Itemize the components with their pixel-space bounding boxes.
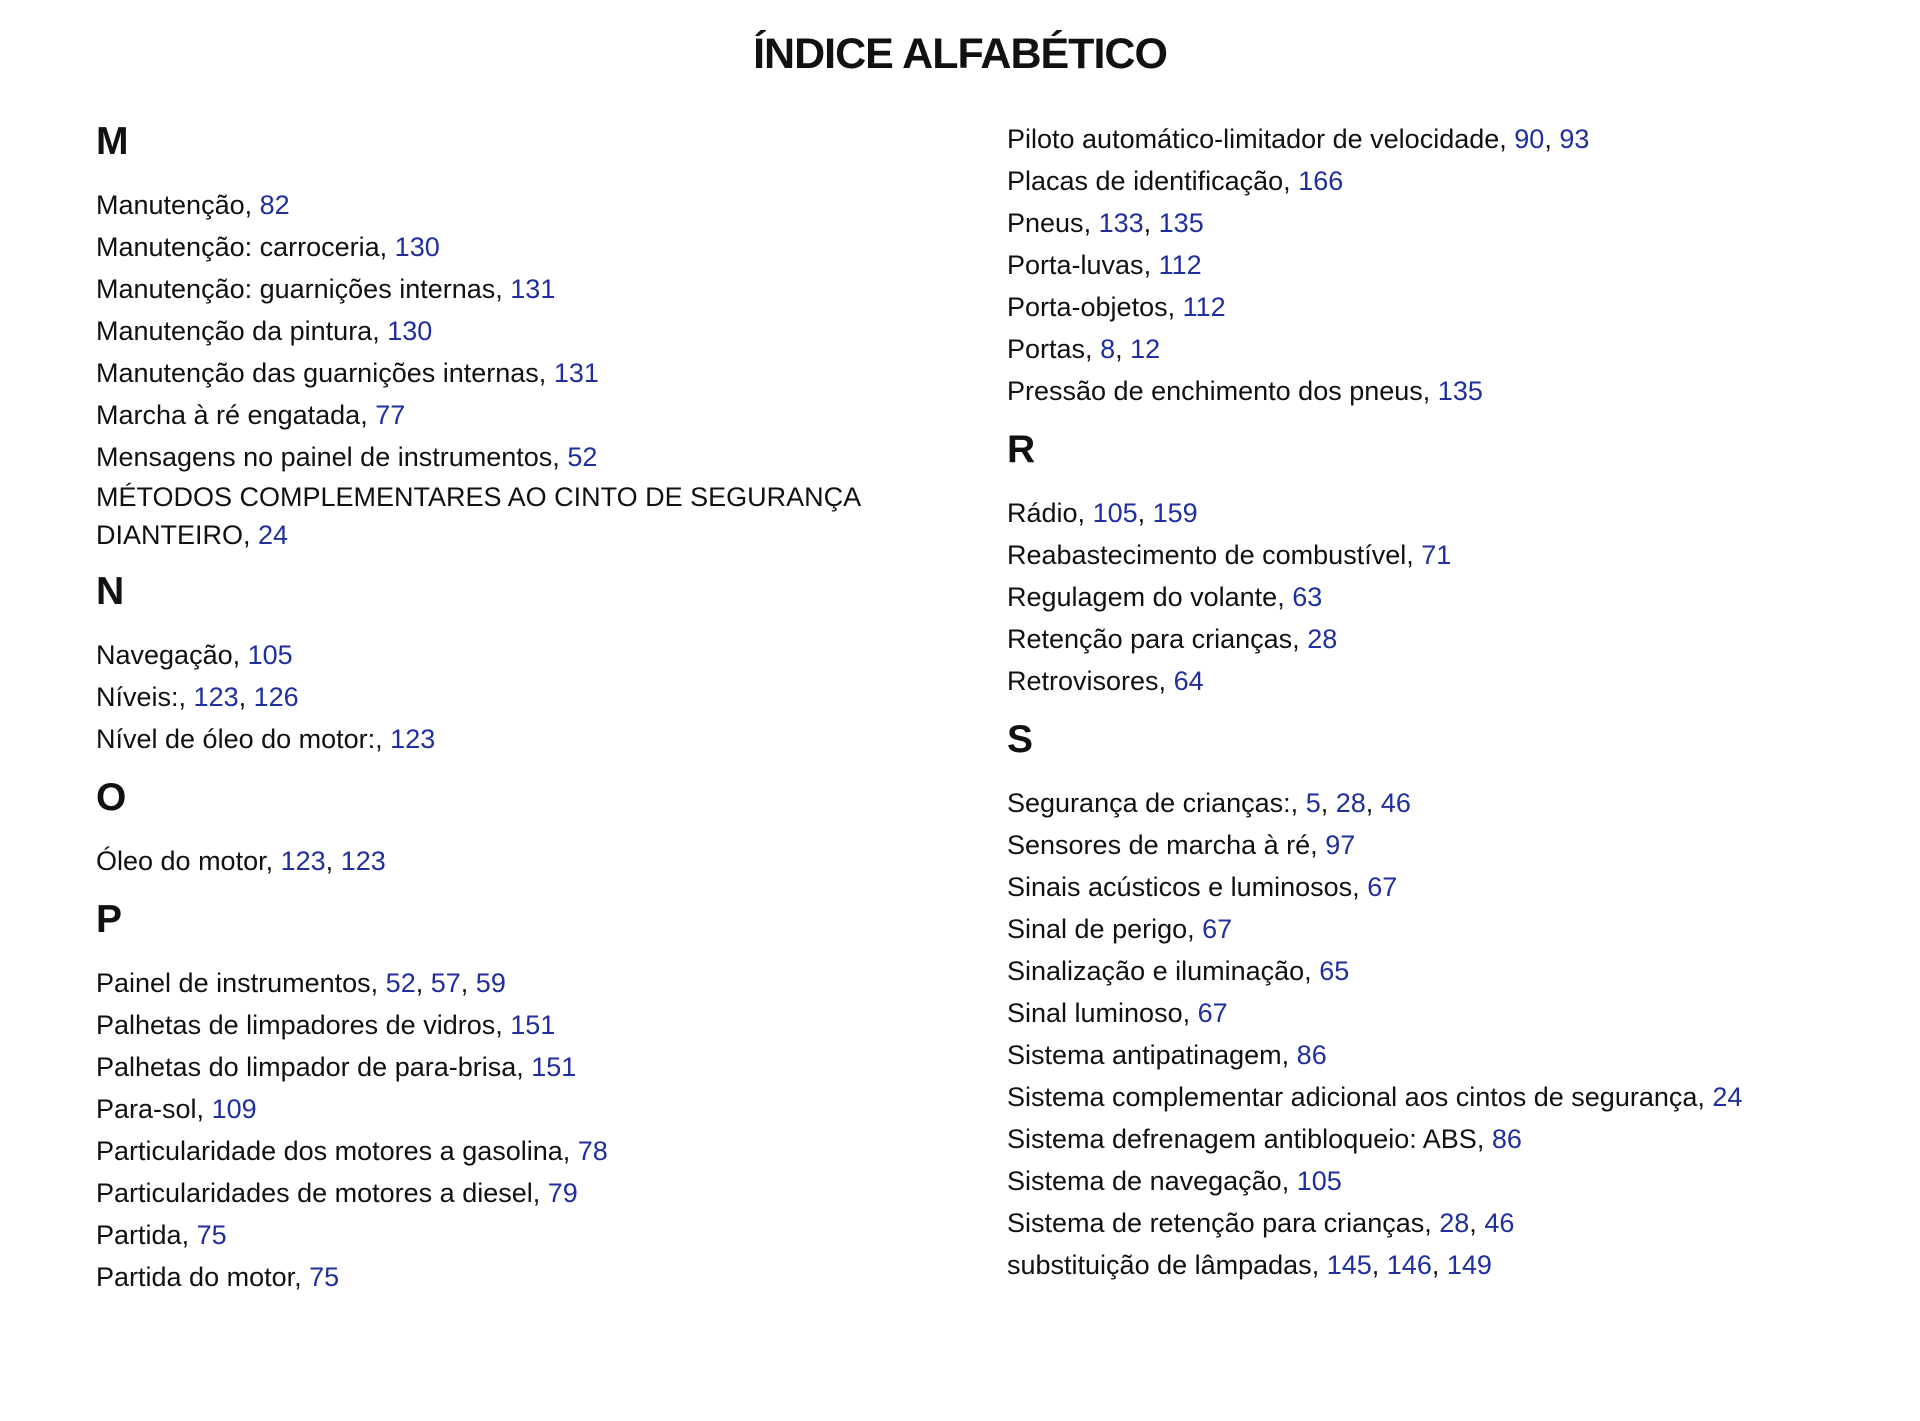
index-term: substituição de lâmpadas	[1007, 1250, 1312, 1280]
index-term: Manutenção das guarnições internas	[96, 358, 539, 388]
index-term: Partida do motor	[96, 1262, 295, 1292]
page-link[interactable]: 75	[196, 1220, 227, 1250]
page-link[interactable]: 5	[1305, 788, 1321, 818]
page-link[interactable]: 75	[309, 1262, 340, 1292]
page-link[interactable]: 90	[1514, 124, 1545, 154]
index-entry-retrovisores: Retrovisores, 64	[1007, 666, 1204, 696]
page-link[interactable]: 130	[387, 316, 433, 346]
index-entry-manutencao-das-guarnicoes-internas: Manutenção das guarnições internas, 131	[96, 358, 599, 388]
page-link[interactable]: 151	[531, 1052, 577, 1082]
index-entry-radio: Rádio, 105, 159	[1007, 498, 1198, 528]
index-entry-sistema-complementar-adicional-aos-cintos-de-seguranca: Sistema complementar adicional aos cintos de segurança, 24	[1007, 1082, 1743, 1112]
index-entry-mensagens-no-painel-de-instrumentos: Mensagens no painel de instrumentos, 52	[96, 442, 598, 472]
section-letter: S	[1007, 718, 1034, 761]
section-letter: M	[96, 120, 129, 163]
page-link[interactable]: 105	[1092, 498, 1138, 528]
page-link[interactable]: 97	[1325, 830, 1356, 860]
index-term: Sistema de retenção para crianças	[1007, 1208, 1425, 1238]
page-link[interactable]: 145	[1326, 1250, 1372, 1280]
index-term: Sinalização e iluminação	[1007, 956, 1305, 986]
page-link[interactable]: 123	[193, 682, 239, 712]
page-link[interactable]: 77	[375, 400, 406, 430]
index-entry-sistema-defrenagem-antibloqueio-abs: Sistema defrenagem antibloqueio: ABS, 86	[1007, 1124, 1522, 1154]
index-term: Manutenção: carroceria	[96, 232, 380, 262]
section-o	[96, 774, 916, 882]
index-entry-particularidade-dos-motores-a-gasolina: Particularidade dos motores a gasolina, 78	[96, 1136, 608, 1166]
index-term: Particularidades de motores a diesel	[96, 1178, 533, 1208]
page-link[interactable]: 24	[258, 520, 289, 550]
index-entry-nivel-de-oleo-do-motor: Nível de óleo do motor:, 123	[96, 724, 436, 754]
index-entry-partida: Partida, 75	[96, 1220, 227, 1250]
index-entry-seguranca-de-criancas: Segurança de crianças:, 5, 28, 46	[1007, 788, 1411, 818]
page-link[interactable]: 105	[247, 640, 293, 670]
index-entry-partida-do-motor: Partida do motor, 75	[96, 1262, 340, 1292]
page-link[interactable]: 130	[394, 232, 440, 262]
index-entry-pressao-de-enchimento-dos-pneus: Pressão de enchimento dos pneus, 135	[1007, 376, 1483, 406]
page-link[interactable]: 57	[430, 968, 461, 998]
index-term: Nível de óleo do motor:	[96, 724, 376, 754]
page-link[interactable]: 64	[1173, 666, 1204, 696]
index-entry-retencao-para-criancas: Retenção para crianças, 28	[1007, 624, 1338, 654]
index-entry-painel-de-instrumentos: Painel de instrumentos, 52, 57, 59	[96, 968, 506, 998]
index-term: Painel de instrumentos	[96, 968, 371, 998]
page-link[interactable]: 105	[1296, 1166, 1342, 1196]
index-entry-sistema-antipatinagem: Sistema antipatinagem, 86	[1007, 1040, 1327, 1070]
page-link[interactable]: 86	[1296, 1040, 1327, 1070]
index-entry-sinalizacao-e-iluminacao: Sinalização e iluminação, 65	[1007, 956, 1350, 986]
section-letter: N	[96, 570, 125, 613]
index-term: Sistema de navegação	[1007, 1166, 1282, 1196]
page-link[interactable]: 28	[1307, 624, 1338, 654]
page-link[interactable]: 46	[1380, 788, 1411, 818]
page-link[interactable]: 65	[1319, 956, 1350, 986]
index-entry-manutencao-carroceria: Manutenção: carroceria, 130	[96, 232, 440, 262]
page-link[interactable]: 59	[475, 968, 506, 998]
index-entry-sensores-de-marcha-a-re: Sensores de marcha à ré, 97	[1007, 830, 1356, 860]
index-term: Sistema antipatinagem	[1007, 1040, 1282, 1070]
index-term: Sensores de marcha à ré	[1007, 830, 1311, 860]
index-term: Palhetas do limpador de para-brisa	[96, 1052, 517, 1082]
index-entry-piloto-automatico-limitador-de-velocidade: Piloto automático-limitador de velocidade, 90, 93	[1007, 124, 1590, 154]
page-link[interactable]: 123	[390, 724, 436, 754]
index-entry-reabastecimento-de-combustivel: Reabastecimento de combustível, 71	[1007, 540, 1452, 570]
index-term: Para-sol	[96, 1094, 197, 1124]
page-link[interactable]: 131	[553, 358, 599, 388]
index-entry-pneus: Pneus, 133, 135	[1007, 208, 1204, 238]
index-term: Marcha à ré engatada	[96, 400, 361, 430]
index-term: Rádio	[1007, 498, 1078, 528]
page-link[interactable]: 67	[1367, 872, 1398, 902]
index-term: MÉTODOS COMPLEMENTARES AO CINTO DE SEGURANÇA DIANTEIRO	[96, 482, 860, 550]
index-entry-marcha-a-re-engatada: Marcha à ré engatada, 77	[96, 400, 406, 430]
index-term: Sinal luminoso	[1007, 998, 1183, 1028]
page-link[interactable]: 67	[1197, 998, 1228, 1028]
continued-entries	[1007, 118, 1887, 412]
index-entry-manutencao-guarnicoes-internas: Manutenção: guarnições internas, 131	[96, 274, 556, 304]
index-entry-portas: Portas, 8, 12	[1007, 334, 1161, 364]
section-r	[1007, 426, 1887, 702]
page-link[interactable]: 86	[1491, 1124, 1522, 1154]
page-link[interactable]: 46	[1484, 1208, 1515, 1238]
index-entry-metodos-complementares-ao-cinto-de-seguranca-dianteiro: MÉTODOS COMPLEMENTARES AO CINTO DE SEGURANÇA DIANTEIRO, 24	[96, 482, 860, 550]
page-link[interactable]: 123	[280, 846, 326, 876]
index-entry-substituicao-de-lampadas: substituição de lâmpadas, 145, 146, 149	[1007, 1250, 1492, 1280]
index-entry-niveis: Níveis:, 123, 126	[96, 682, 299, 712]
section-n	[96, 568, 916, 760]
page-link[interactable]: 135	[1437, 376, 1483, 406]
page-link[interactable]: 12	[1130, 334, 1161, 364]
index-term: Óleo do motor	[96, 846, 266, 876]
page-link[interactable]: 133	[1098, 208, 1144, 238]
index-term: Regulagem do volante	[1007, 582, 1278, 612]
page-link[interactable]: 126	[253, 682, 299, 712]
index-entry-palhetas-de-limpadores-de-vidros: Palhetas de limpadores de vidros, 151	[96, 1010, 556, 1040]
page-link[interactable]: 123	[340, 846, 386, 876]
page-link[interactable]: 131	[510, 274, 556, 304]
index-term: Palhetas de limpadores de vidros	[96, 1010, 496, 1040]
index-term: Reabastecimento de combustível	[1007, 540, 1407, 570]
index-term: Pneus	[1007, 208, 1084, 238]
index-entry-regulagem-do-volante: Regulagem do volante, 63	[1007, 582, 1323, 612]
section-m	[96, 118, 916, 554]
page-link[interactable]: 151	[510, 1010, 556, 1040]
index-term: Manutenção da pintura	[96, 316, 373, 346]
page-link[interactable]: 28	[1439, 1208, 1470, 1238]
index-entry-particularidades-de-motores-a-diesel: Particularidades de motores a diesel, 79	[96, 1178, 578, 1208]
page-link[interactable]: 166	[1298, 166, 1344, 196]
index-term: Sistema complementar adicional aos cintos de segurança	[1007, 1082, 1698, 1112]
index-column-right	[1007, 118, 1887, 1300]
index-term: Placas de identificação	[1007, 166, 1284, 196]
index-entry-placas-de-identificacao: Placas de identificação, 166	[1007, 166, 1344, 196]
index-entry-porta-luvas: Porta-luvas, 112	[1007, 250, 1202, 280]
index-term: Sistema defrenagem antibloqueio: ABS	[1007, 1124, 1477, 1154]
index-term: Pressão de enchimento dos pneus	[1007, 376, 1423, 406]
index-term: Partida	[96, 1220, 182, 1250]
index-entry-porta-objetos: Porta-objetos, 112	[1007, 292, 1226, 322]
index-column-left	[96, 118, 916, 1312]
index-entry-sistema-de-retencao-para-criancas: Sistema de retenção para crianças, 28, 46	[1007, 1208, 1515, 1238]
index-term: Mensagens no painel de instrumentos	[96, 442, 553, 472]
index-entry-oleo-do-motor: Óleo do motor, 123, 123	[96, 846, 386, 876]
page-link[interactable]: 93	[1559, 124, 1590, 154]
index-term: Segurança de crianças:	[1007, 788, 1291, 818]
page-link[interactable]: 79	[547, 1178, 578, 1208]
section-letter: R	[1007, 428, 1036, 471]
page-link[interactable]: 112	[1158, 250, 1202, 280]
index-term: Portas	[1007, 334, 1086, 364]
index-term: Retrovisores	[1007, 666, 1159, 696]
index-entry-sinais-acusticos-e-luminosos: Sinais acústicos e luminosos, 67	[1007, 872, 1398, 902]
index-term: Porta-luvas	[1007, 250, 1144, 280]
page-link[interactable]: 78	[577, 1136, 608, 1166]
section-letter: O	[96, 776, 127, 819]
page-link[interactable]: 52	[567, 442, 598, 472]
page-link[interactable]: 71	[1421, 540, 1452, 570]
page-link[interactable]: 24	[1712, 1082, 1743, 1112]
index-entry-sinal-luminoso: Sinal luminoso, 67	[1007, 998, 1228, 1028]
index-term: Sinais acústicos e luminosos	[1007, 872, 1353, 902]
section-s	[1007, 716, 1887, 1286]
index-term: Retenção para crianças	[1007, 624, 1293, 654]
index-entry-manutencao-da-pintura: Manutenção da pintura, 130	[96, 316, 433, 346]
index-entry-navegacao: Navegação, 105	[96, 640, 293, 670]
index-entry-para-sol: Para-sol, 109	[96, 1094, 257, 1124]
page-link[interactable]: 149	[1446, 1250, 1492, 1280]
page-title: ÍNDICE ALFABÉTICO	[753, 30, 1167, 78]
index-term: Manutenção: guarnições internas	[96, 274, 496, 304]
index-term: Níveis:	[96, 682, 179, 712]
page-link[interactable]: 8	[1100, 334, 1116, 364]
index-entry-sinal-de-perigo: Sinal de perigo, 67	[1007, 914, 1233, 944]
section-p	[96, 896, 916, 1298]
page-link[interactable]: 112	[1182, 292, 1226, 322]
index-term: Manutenção	[96, 190, 245, 220]
page-link[interactable]: 63	[1292, 582, 1323, 612]
section-letter: P	[96, 898, 123, 941]
index-term: Sinal de perigo	[1007, 914, 1188, 944]
index-term: Piloto automático-limitador de velocidade	[1007, 124, 1500, 154]
page-link[interactable]: 28	[1335, 788, 1366, 818]
page-link[interactable]: 82	[259, 190, 290, 220]
page-link[interactable]: 52	[385, 968, 416, 998]
page-link[interactable]: 109	[211, 1094, 257, 1124]
page-link[interactable]: 67	[1202, 914, 1233, 944]
page-link[interactable]: 135	[1158, 208, 1204, 238]
index-term: Particularidade dos motores a gasolina	[96, 1136, 563, 1166]
index-entry-palhetas-do-limpador-de-para-brisa: Palhetas do limpador de para-brisa, 151	[96, 1052, 577, 1082]
index-term: Porta-objetos	[1007, 292, 1168, 322]
index-term: Navegação	[96, 640, 233, 670]
index-entry-sistema-de-navegacao: Sistema de navegação, 105	[1007, 1166, 1342, 1196]
page-link[interactable]: 146	[1386, 1250, 1432, 1280]
index-entry-manutencao: Manutenção, 82	[96, 190, 290, 220]
page-link[interactable]: 159	[1152, 498, 1198, 528]
